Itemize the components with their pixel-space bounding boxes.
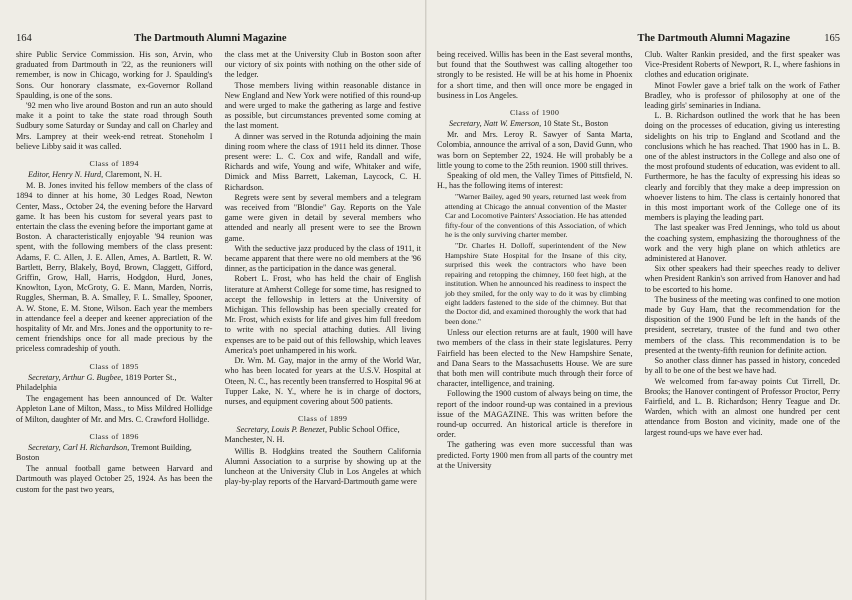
paragraph: Unless our election returns are at fault, 1900 will have two members of the class in their state legislatures. Perry Fairfield has been elected to the New Hampshire Senate, and Dana Sears to the Massachusetts House. We are sure that both men will contribute much through their force of character, intelligence, and training.	[437, 328, 633, 389]
running-title: The Dartmouth Alumni Magazine	[637, 33, 790, 44]
class-heading-1894: Class of 1894	[89, 159, 139, 169]
paragraph: The engagement has been announced of Dr. Walter Appleton Lane of Milton, Mass., to Miss Mildred Hollidge of Milton, daughter of Mr. and Mrs. C. Crawford Hollidge.	[16, 394, 213, 424]
paragraph: We welcomed from far-away points Cut Tirrell, Dr. Brooks; the Hanover contingent of Professor Proctor, Perry Fairfield, and L. B. Richardson; Henry Teague and Dr. Warden, which with an almost one hundred per cent attendance from Boston and vicinity, made one of the largest round-ups we have ever had.	[644, 376, 840, 437]
paragraph: With the seductive jazz produced by the class of 1911, it became apparent that there were no old members at the '96 dinner, as the participation in the dance was general.	[224, 243, 421, 274]
right-column-1	[437, 50, 633, 596]
running-title: The Dartmouth Alumni Magazine	[134, 33, 287, 44]
paragraph: Mr. and Mrs. Leroy R. Sawyer of Santa Marta, Colombia, announce the arrival of a son, David Gunn, who was born on September 22, 1924. He will probably be a little young to come to the 25th reunion. 1900 still thrives.	[437, 130, 633, 170]
class-secretary-1895: Secretary, Arthur G. Bugbee, 1819 Porter St., Philadelphia	[16, 372, 177, 392]
paragraph: Club. Walter Rankin presided, and the first speaker was Vice-President Roberts of Newport, R. I., where fashions in clothes and education originate.	[644, 50, 840, 80]
class-secretary-1894: Editor, Henry N. Hurd, Claremont, N. H.	[28, 170, 162, 180]
paragraph: Following the 1900 custom of always being on time, the report of the indoor round-up was contained in a previous issue of the MAGAZINE. This was written before the round-up occurred. An historical article is therefore in order.	[437, 389, 633, 440]
page-number: 164	[16, 33, 32, 44]
left-column-1	[16, 50, 213, 596]
right-page	[427, 0, 852, 600]
left-page	[0, 0, 425, 600]
paragraph: The annual football game between Harvard and Dartmouth was played October 25, 1924. As has been the custom for the past two years,	[16, 464, 213, 494]
paragraph: The last speaker was Fred Jennings, who told us about the coaching system, emphasizing the thoroughness of the work and the very high plane on which athletics are administered at Hanover.	[644, 223, 840, 264]
class-heading-1895: Class of 1895	[89, 361, 139, 371]
paragraph: L. B. Richardson outlined the work that he has been doing on the processes of education, giving us interesting sidelights on his trip to England and Scotland and the conclusions which he has reached. That 1900 has in L. B. one of the ablest instructors in the College and also one of the most profound students of education, was evident to all. Furthermore, he has the faculty of expressing his ideas so clearly and forcibly that they make a deep impression on whoever listens to him. The class is certainly honored that in this most important work of the College one of its members is playing the leading part.	[644, 111, 840, 223]
paragraph: Minot Fowler gave a brief talk on the work of Father Bradley, who is professor of philosophy at one of the leading girls' seminaries in Indiana.	[644, 80, 840, 111]
class-secretary-1896: Secretary, Carl H. Richardson, Tremont Building, Boston	[16, 442, 192, 462]
class-secretary-1899: Secretary, Louis P. Benezet, Public School Office, Manchester, N. H.	[224, 425, 400, 445]
paragraph: M. B. Jones invited his fellow members of the class of 1894 to dinner at his home, 30 Ledges Road, Newton Center, Mass., October 24, the evening before the Harvard game. It has been his custom for several years past to entertain the class the evening before the important game at Boston. A characteristically enjoyable '94 reunion was spent, with the following members of the class present: Adams, F. C. Allen, J. E. Allen, Ames, A. Bartlett, R. W. Bartlett, Berry, Blakely, Boyd, Brown, Claggett, Gifford, Griffin, Grow, Hall, Harris, Hodgdon, Hurd, Jones, Knowlton, Lyon, McGroty, G. E. Mann, Marden, Norris, Ruggles, Sherman, B. A. Smalley, F. L. Smalley, Spooner, A. W. Stone, E. M. Stone, Wilson. Each year the members in attendance feel a deeper and keener appreciation of the hospitality of Mr. and Mrs. Jones and the opportunity to re-cement friendships once for all made precious by the priceless comradeship of youth.	[16, 181, 213, 354]
paragraph: Six other speakers had their speeches ready to deliver when President Rankin's son arrived from Hanover and had to be escorted to his home.	[644, 264, 840, 294]
paragraph: '92 men who live around Boston and run an auto should make it a point to take the state road through South Sudbury some Saturday or Sunday and call on Charley and Mrs. Lamprey at their week-end retreat. Stoneholm I believe Libby said it was called.	[16, 101, 213, 151]
paragraph: The gathering was even more successful than was predicted. Forty 1900 men from all parts of the country met at the University	[437, 440, 633, 470]
quoted-item: "Warner Bailey, aged 90 years, returned last week from attending at Chicago the annual convention of the Master Car and Locomotive Painters' Association. He has attended fifty-four of the conventions of this Association, of which he is the only surviving charter member.	[445, 192, 627, 240]
paragraph: Those members living within reasonable distance in New England and New York were notified of this round-up and were urged to make the gathering as large and festive as possible, but circumstances prevented some coming at the last moment.	[224, 80, 421, 131]
paragraph: Dr. Wm. M. Gay, major in the army of the World War, who has been located for years at the U.S.V. Hospital at Oteen, N. C., has recently been transferred to Hospital 96 at Tupper Lake, N. Y., where he is in charge of doctors, nurses, and equipment covering about 500 patients.	[224, 356, 421, 406]
paragraph: Willis B. Hodgkins treated the Southern California Alumni Association to a surprise by showing up at the luncheon at the University Club in Los Angeles at which play-by-play reports of the Harvard-Dartmouth game were	[224, 446, 421, 487]
paragraph: the class met at the University Club in Boston soon after our victory of six points with nothing on the other side of the ledger.	[224, 50, 421, 80]
paragraph: So another class dinner has passed in history, conceded by all to be one of the best we have had.	[644, 356, 840, 376]
class-secretary-1900: Secretary, Natt W. Emerson, 10 State St., Boston	[449, 119, 609, 129]
paragraph: shire Public Service Commission. His son, Arvin, who graduated from Dartmouth in '22, as the reunioners will remember, is now in Chicago, working for J. Spaulding's Sons. Our honorary classmate, ex-Governor Rolland Spaulding, is one of the sons.	[16, 50, 213, 100]
class-heading-1896: Class of 1896	[89, 431, 139, 441]
right-column-2	[645, 50, 841, 596]
page-number: 165	[824, 33, 840, 44]
paragraph: A dinner was served in the Rotunda adjoining the main dining room where the class of 1911 held its dinner. Those present were: L. C. Cox and wife, Randall and wife, Richards and wife, Young and wife, Whitaker and wife, Dimick and Miss Barrett, Lakeman, Laycock, C. H. Richardson.	[224, 131, 421, 192]
paragraph: Regrets were sent by several members and a telegram was received from "Blondie" Gay. Reports on the Yale game were given in detail by several members who attended and nearly all present were to see the Brown game.	[224, 192, 421, 243]
class-heading-1899: Class of 1899	[298, 414, 348, 424]
paragraph: The business of the meeting was confined to one motion made by Guy Ham, that the recommendation for the disposition of the 1900 Fund be left in the hands of the president, secretary, trustee of the fund and two other members of the class. This recommendation is to be presented at the twenty-fifth reunion for definite action.	[644, 294, 840, 355]
class-heading-1900: Class of 1900	[510, 108, 560, 118]
paragraph: Robert L. Frost, who has held the chair of English literature at Amherst College for some time, has resigned to accept the fellowship in letters at the University of Michigan. This fellowship has been specially created for Mr. Frost, which exists for life and gives him full freedom to write with no special attaching duties. All living expenses are to be paid out of this fellowship, which leaves America's poet unhampered in his work.	[224, 274, 421, 355]
paragraph: being received. Willis has been in the East several months, but found that the Southwest was calling altogether too strongly to be resisted. He will be at his home in Phoenix for a short time, and then will once more be engaged in business in Los Angeles.	[437, 50, 633, 100]
quoted-item: "Dr. Charles H. Dolloff, superintendent of the New Hampshire State Hospital for the Insane of this city, surprised this week the contractors who have been repairing and retopping the chimney, 160 feet high, at the institution. When he announced his readiness to inspect the job they smiled, for the only way to do it was by climbing eight ladders fastened to the side of the chimney. But that the Doctor did, and examined thoroughly the work that had been done."	[445, 241, 627, 326]
left-column-2	[225, 50, 422, 596]
paragraph: Speaking of old men, the Valley Times of Pittsfield, N. H., has the following items of interest:	[437, 171, 633, 191]
